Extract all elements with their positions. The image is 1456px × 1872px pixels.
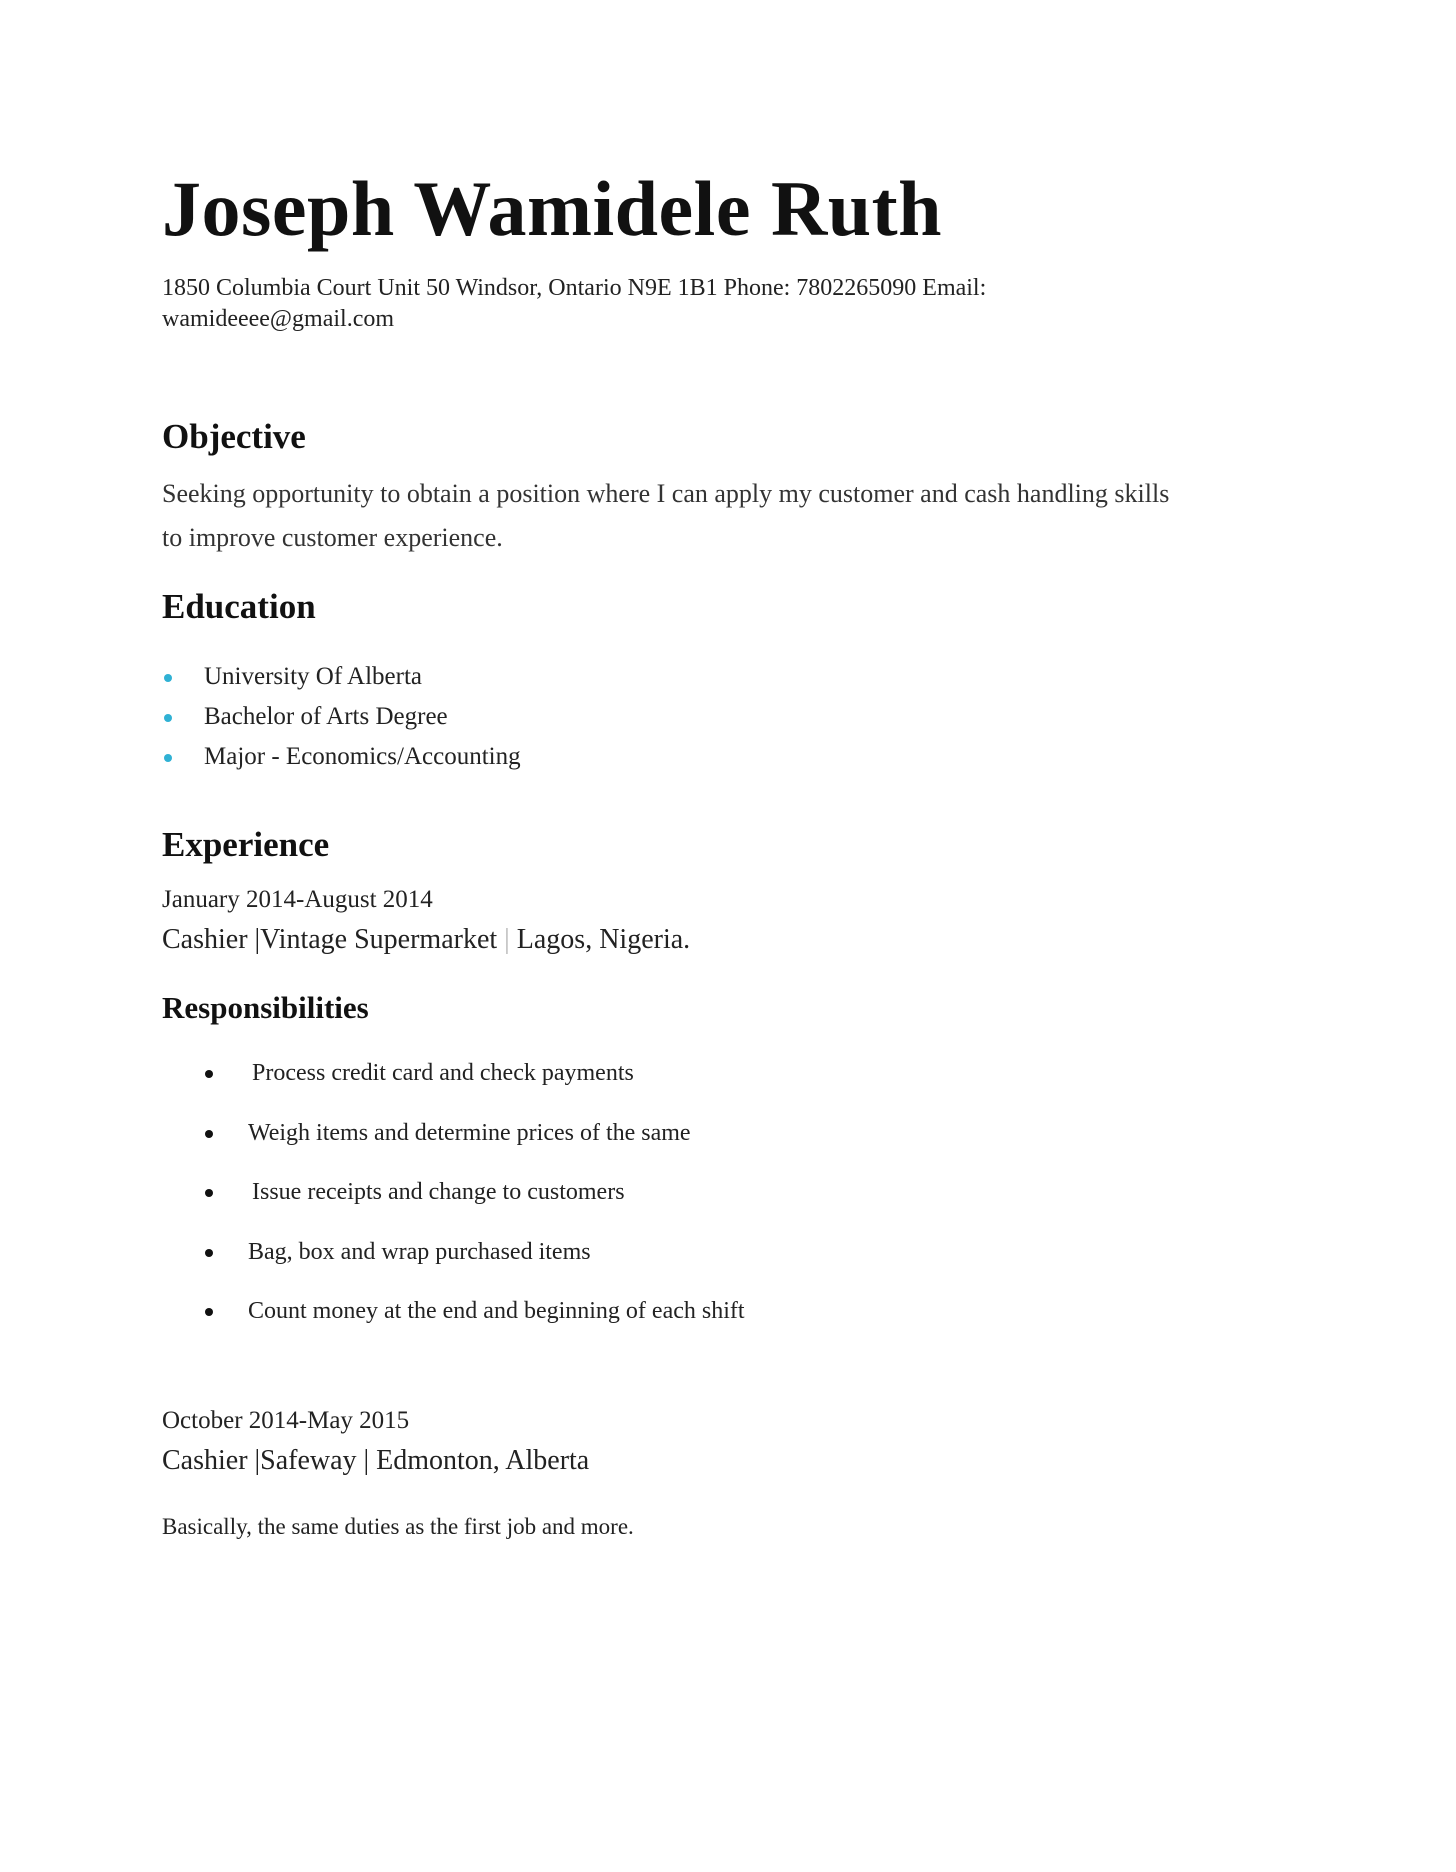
job-location: Lagos, Nigeria. [516,924,691,955]
contact-info [162,273,1102,335]
bullet-dot-icon [164,714,172,722]
responsibility-text: Weigh items and determine prices of the same [248,1119,691,1146]
responsibility-text: Bag, box and wrap purchased items [248,1238,591,1265]
bullet-dot-icon [164,754,172,762]
job-dates: January 2014-August 2014 [162,886,433,913]
responsibility-text: Issue receipts and change to customers [252,1179,625,1205]
responsibility-text: Process credit card and check payments [252,1060,634,1086]
bullet-dot-icon [205,1308,213,1316]
job-title: Cashier |Safeway | Edmonton, Alberta [162,1445,590,1476]
bullet-dot-icon [205,1130,213,1138]
resume-name: Joseph Wamidele Ruth [162,165,943,252]
contact-email: wamideeee@gmail.com [162,306,395,332]
objective-line-2: to improve customer experience. [162,523,503,552]
objective-line-1: Seeking opportunity to obtain a position where I can apply my customer and cash handling skills [162,479,1170,508]
education-item-text: Major - Economics/Accounting [204,743,521,770]
job-title-separator: | [497,924,517,955]
objective-heading: Objective [162,417,306,456]
job-dates: October 2014-May 2015 [162,1407,410,1434]
bullet-dot-icon [164,674,172,682]
experience-heading: Experience [162,825,330,864]
job-company: Vintage Supermarket [260,924,498,955]
bullet-dot-icon [205,1189,213,1197]
responsibilities-heading: Responsibilities [162,990,369,1025]
education-item-text: Bachelor of Arts Degree [204,703,448,730]
education-item [162,657,521,697]
education-item [162,737,521,777]
education-item-text: University Of Alberta [204,663,423,690]
bullet-dot-icon [205,1249,213,1257]
education-item [162,697,521,737]
contact-address-line: 1850 Columbia Court Unit 50 Windsor, Ontario N9E 1B1 Phone: 7802265090 Email: [162,275,987,301]
responsibility-text: Count money at the end and beginning of each shift [248,1298,745,1324]
objective-text [162,472,1282,560]
job-summary: Basically, the same duties as the first job and more. [162,1514,634,1539]
job-role: Cashier | [162,924,261,955]
job-title [162,922,690,958]
education-list [162,657,521,777]
education-heading: Education [162,587,316,626]
bullet-dot-icon [205,1070,213,1078]
